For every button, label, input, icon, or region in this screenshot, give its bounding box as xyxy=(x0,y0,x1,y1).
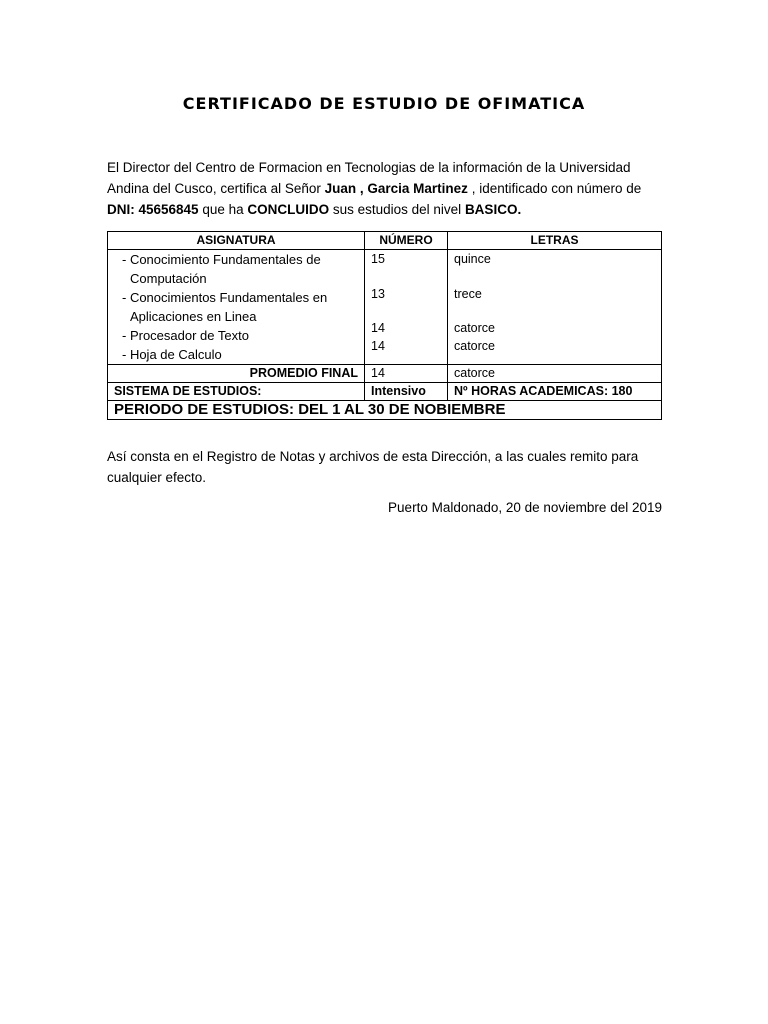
subject-letters: catorce xyxy=(454,321,495,335)
subject-letters: catorce xyxy=(454,339,495,353)
subject-letters: quince xyxy=(454,252,491,266)
subject-letters: trece xyxy=(454,287,482,301)
student-name: Juan , Garcia Martinez xyxy=(324,181,468,196)
study-level: BASICO. xyxy=(464,202,522,217)
subject-name: - Conocimiento Fundamentales de Computación xyxy=(122,252,321,286)
document-title: CERTIFICADO DE ESTUDIO DE OFIMATICA xyxy=(182,94,586,113)
numbers-cell xyxy=(365,250,448,365)
intro-text-1: El Director del Centro de Formacion en Tecnologias de la información de la Universidad Andina del Cusco, certifica al Señor xyxy=(107,160,631,196)
subject-name: - Conocimientos Fundamentales en Aplicaciones en Linea xyxy=(122,290,328,324)
intro-text-2: , identificado con número de xyxy=(467,181,642,196)
study-system-row xyxy=(108,383,662,401)
completion-status: CONCLUIDO xyxy=(247,202,330,217)
header-numero: NÚMERO xyxy=(365,232,448,250)
final-average-letters: catorce xyxy=(448,365,662,383)
subjects-cell xyxy=(108,250,365,365)
intro-text-3: que ha xyxy=(198,202,248,217)
study-period: PERIODO DE ESTUDIOS: DEL 1 AL 30 DE NOBIEMBRE xyxy=(108,401,662,420)
academic-hours: Nº HORAS ACADEMICAS: 180 xyxy=(448,383,662,401)
dni: DNI: 45656845 xyxy=(107,202,199,217)
final-average-row xyxy=(108,365,662,383)
study-system-value: Intensivo xyxy=(365,383,448,401)
letters-cell xyxy=(448,250,662,365)
subject-number: 14 xyxy=(371,321,385,335)
table-header-row xyxy=(108,232,662,250)
subject-name: - Procesador de Texto xyxy=(122,328,249,343)
study-period-row xyxy=(108,401,662,420)
closing-paragraph: Así consta en el Registro de Notas y archivos de esta Dirección, a las cuales remito para cualquier efecto. xyxy=(107,449,639,485)
subject-number: 13 xyxy=(371,287,385,301)
intro-paragraph xyxy=(107,157,667,220)
header-letras: LETRAS xyxy=(448,232,662,250)
final-average-number: 14 xyxy=(365,365,448,383)
intro-text-4: sus estudios del nivel xyxy=(329,202,465,217)
final-average-label: PROMEDIO FINAL xyxy=(108,365,365,383)
header-asignatura: ASIGNATURA xyxy=(108,232,365,250)
subject-number: 15 xyxy=(371,252,385,266)
study-system-label: SISTEMA DE ESTUDIOS: xyxy=(108,383,365,401)
subject-number: 14 xyxy=(371,339,385,353)
grades-table xyxy=(107,231,662,420)
subject-name: - Hoja de Calculo xyxy=(122,347,222,362)
subjects-row xyxy=(108,250,662,365)
place-and-date: Puerto Maldonado, 20 de noviembre del 2019 xyxy=(388,500,662,515)
